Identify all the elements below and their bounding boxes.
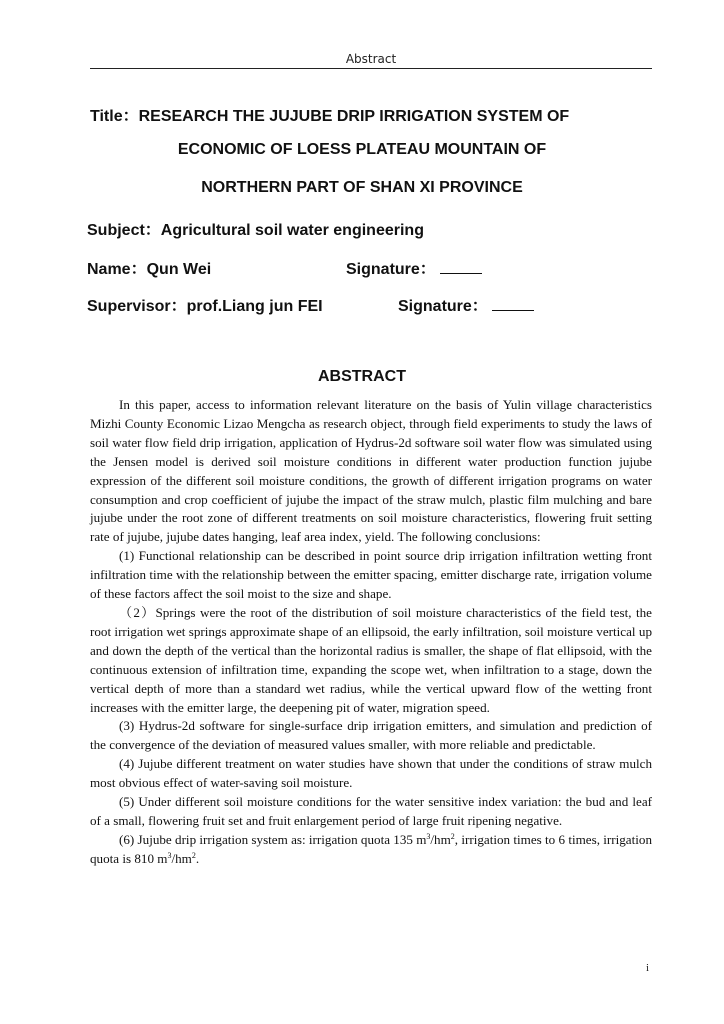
conclusion-6-text-a: (6) Jujube drip irrigation system as: irrigation quota 135 m (119, 831, 427, 847)
conclusion-4: (4) Jujube different treatment on water studies have shown that under the conditions of straw mulch most obvious effect of water-saving soil moisture. (90, 756, 652, 791)
subject-label: Subject： (87, 222, 161, 239)
conclusion-3: (3) Hydrus-2d software for single-surface drip irrigation emitters, and simulation and prediction of the convergence of the deviation of measured values smaller, with more reliable and predictable. (90, 718, 652, 753)
unit-superscript: 2 (191, 850, 196, 860)
conclusion-6-text-d: /hm (171, 850, 192, 866)
conclusion-2: （2）Springs were the root of the distribution of soil moisture characteristics of the field test, the root irrigation wet springs approximate shape of an ellipsoid, the early infiltration, soil moisture vertical up and down the depth of the vertical than the horizontal radius is smaller, the shape of flat ellipsoid, with the continuous extension of infiltration time, expanding the scope wet, when infiltration to a stage, down the vertical depth of more than a standard wet radius, while the vertical upward flow of the wetting front increases with the emitter large, the deepening pit of water, migration speed. (90, 604, 652, 715)
subject-line (87, 217, 424, 240)
page-number: i (646, 962, 650, 974)
conclusion-6-text-b: /hm (430, 831, 451, 847)
abstract-intro-paragraph: In this paper, access to information relevant literature on the basis of Yulin village characteristics Mizhi County Economic Lizao Mengcha as research object, through field experiments to study the laws of soil water flow field drip irrigation, application of Hydrus-2d software soil water flow was simulated using the Jensen model is derived soil moisture conditions in different water production function jujube expression of the different soil moisture conditions, the growth of different irrigation programs on water consumption and crop coefficient of jujube the impact of the straw mulch, plastic film mulching and bare jujube under the root zone of different treatments on soil moisture characteristics, flowering fruit setting rate of jujube, jujube dates hanging, leaf area index, yield. The following conclusions: (90, 397, 652, 545)
name-value: Qun Wei (146, 261, 212, 278)
author-signature-label: Signature： (346, 261, 436, 278)
conclusion-6-text-e: . (195, 850, 200, 866)
supervisor-signature-label: Signature： (398, 298, 488, 315)
header-rule (90, 68, 652, 69)
abstract-heading: ABSTRACT (318, 368, 406, 385)
supervisor-signature-blank (492, 298, 534, 311)
unit-superscript: 3 (167, 850, 172, 860)
author-signature-blank (440, 261, 482, 274)
thesis-title-line-3: NORTHERN PART OF SHAN XI PROVINCE (201, 179, 523, 196)
supervisor-line (87, 293, 323, 316)
conclusion-6-text-c: , irrigation times to 6 times, irrigation quota is 810 m (90, 831, 652, 866)
thesis-title-line-1 (90, 103, 569, 126)
subject-value: Agricultural soil water engineering (160, 222, 424, 239)
author-signature (346, 256, 482, 279)
conclusion-6 (90, 831, 652, 869)
name-line (87, 256, 211, 279)
conclusion-5: (5) Under different soil moisture conditions for the water sensitive index variation: the bud and leaf of a small, flowering fruit set and fruit enlargement period of large fruit ripening negative. (90, 794, 652, 828)
supervisor-signature (398, 293, 534, 316)
supervisor-label: Supervisor： (87, 298, 187, 315)
supervisor-value: prof.Liang jun FEI (186, 298, 323, 315)
running-header: Abstract (345, 52, 397, 66)
thesis-title-line-2: ECONOMIC OF LOESS PLATEAU MOUNTAIN OF (177, 141, 547, 158)
unit-superscript: 3 (426, 831, 431, 841)
abstract-body (90, 396, 652, 869)
title-text-1: RESEARCH THE JUJUBE DRIP IRRIGATION SYSTEM OF (138, 108, 570, 125)
unit-superscript: 2 (450, 831, 455, 841)
title-label: Title： (90, 108, 139, 125)
conclusion-1: (1) Functional relationship can be described in point source drip irrigation infiltration wetting front infiltration time with the relationship between the emitter spacing, emitter discharge rate, irrigation volume of these factors affect the soil moist to the size and shape. (90, 548, 652, 602)
name-label: Name： (87, 261, 147, 278)
